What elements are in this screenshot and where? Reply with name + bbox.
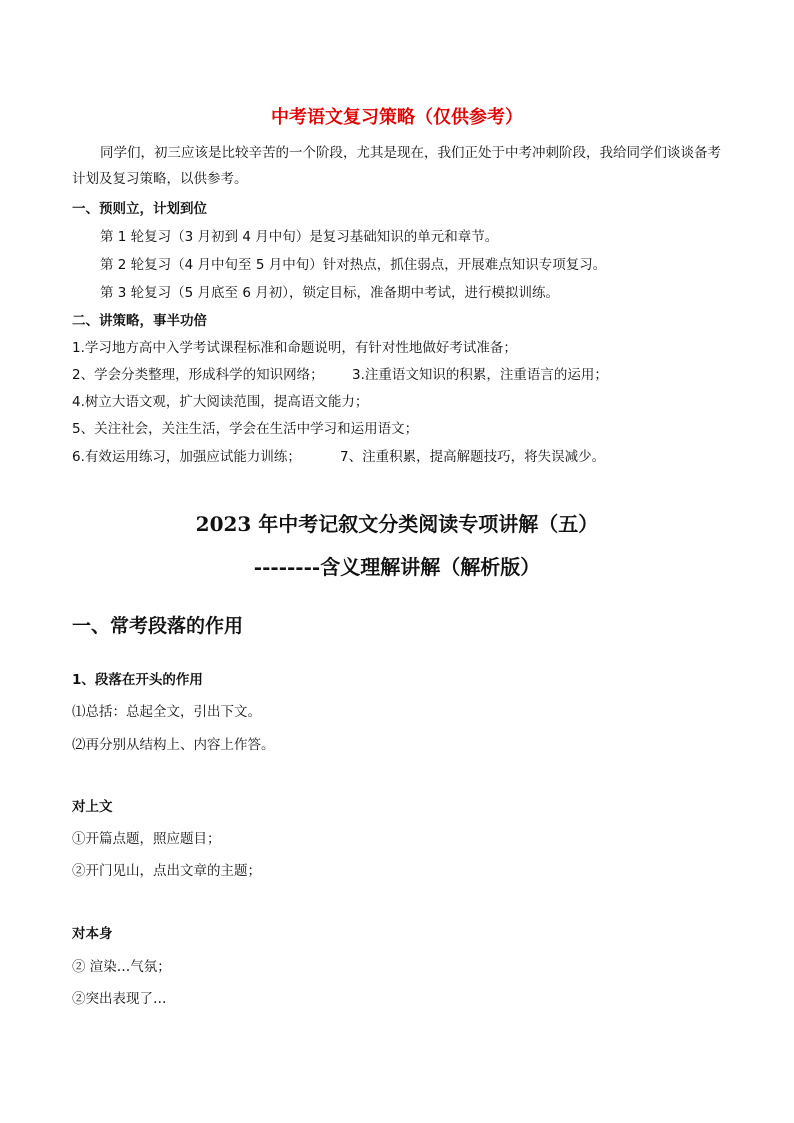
section-heading-paragraph-roles: 一、常考段落的作用: [72, 615, 244, 637]
strategy-intro: 同学们，初三应该是比较辛苦的一个阶段，尤其是现在，我们正处于中考冲刺阶段，我给同学们谈谈备考计划及复习策略，以供参考。: [72, 145, 721, 187]
section-heading-plan: 一、预则立，计划到位: [72, 201, 207, 217]
article-title: 2023 年中考记叙文分类阅读专项讲解（五）: [195, 512, 599, 536]
body-line: ①开篇点题，照应题目；: [72, 831, 221, 847]
strategy-line: 5、关注社会，关注生活，学会在生活中学习和运用语文；: [72, 421, 419, 437]
body-line: ②突出表现了…: [72, 991, 167, 1007]
plan-item: 第 2 轮复习（4 月中旬至 5 月中旬）针对热点，抓住弱点，开展难点知识专项复习。: [100, 257, 607, 273]
group-heading-self: 对本身: [72, 926, 113, 942]
strategy-line: 6.有效运用练习，加强应试能力训练；: [72, 449, 301, 465]
sub-heading-opening: 1、段落在开头的作用: [72, 672, 203, 688]
section-heading-strategy: 二、讲策略，事半功倍: [72, 313, 207, 329]
body-line: ⑵再分别从结构上、内容上作答。: [72, 737, 275, 753]
strategy-line: 3.注重语文知识的积累，注重语言的运用；: [352, 367, 608, 383]
strategy-line: 2、学会分类整理，形成科学的知识网络；: [72, 367, 324, 383]
body-line: ②开门见山，点出文章的主题；: [72, 863, 261, 879]
group-heading-previous: 对上文: [72, 799, 113, 815]
strategy-line: 4.树立大语文观，扩大阅读范围，提高语文能力；: [72, 394, 369, 410]
body-line: ⑴总括：总起全文，引出下文。: [72, 704, 261, 720]
plan-item: 第 1 轮复习（3 月初到 4 月中旬）是复习基础知识的单元和章节。: [100, 229, 499, 245]
strategy-line: 7、注重积累，提高解题技巧，将失误减少。: [340, 449, 606, 465]
strategy-title: 中考语文复习策略（仅供参考）: [271, 107, 523, 128]
article-subtitle: --------含义理解讲解（解析版）: [253, 555, 541, 579]
plan-item: 第 3 轮复习（5 月底至 6 月初），锁定目标，准备期中考试，进行模拟训练。: [100, 285, 559, 301]
strategy-line: 1.学习地方高中入学考试课程标准和命题说明，有针对性地做好考试准备；: [72, 340, 517, 356]
body-line: ② 渲染…气氛；: [72, 959, 171, 975]
